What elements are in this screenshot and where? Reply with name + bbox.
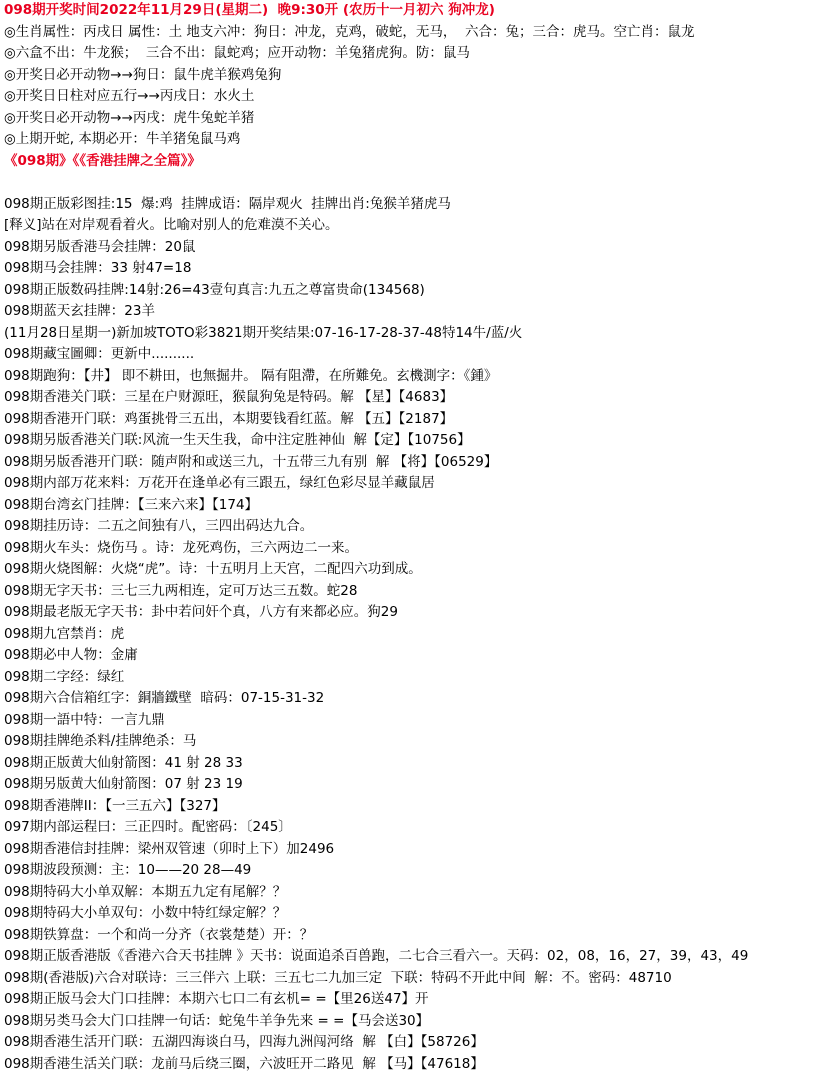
zhengban-huangdaxian: 098期正版黄大仙射箭图：41 射 28 33 bbox=[0, 753, 838, 775]
hk-another-board: 098期另版香港马会挂牌：20鼠 bbox=[0, 237, 838, 259]
hk-kaimen-union: 098期香港开门联：鸡蛋挑骨三五出，本期要钱看红蓝。解 【五】【2187】 bbox=[0, 409, 838, 431]
hang-board-absolute-kill: 098期挂牌绝杀料/挂牌绝杀：马 bbox=[0, 731, 838, 753]
lingban-huangdaxian: 098期另版黄大仙射箭图：07 射 23 19 bbox=[0, 774, 838, 796]
horse-club-kaimen-union: 098期正版马会大门口挂牌：本期六七口二有玄机= =【里26送47】开 bbox=[0, 989, 838, 1011]
fire-burning-image: 098期火烧图解：火烧“虎”。诗：十五明月上天宫，二配四六功到成。 bbox=[0, 559, 838, 581]
oldest-wordless-tianshu: 098期最老版无字天书：卦中若问奸个真，八方有来都必应。狗29 bbox=[0, 602, 838, 624]
lottery-day-must: ◎开奖日必开动物→→丙戌：虎牛兔蛇羊猪 bbox=[0, 108, 838, 130]
hang-history-poem: 098期挂历诗：二五之间独有八，三四出码达九合。 bbox=[0, 516, 838, 538]
explain-line: [释义]站在对岸观看着火。比喻对别人的危难漠不关心。 bbox=[0, 215, 838, 237]
six-box-line: ◎六盒不出：牛龙猴； 三合不出：鼠蛇鸡；应开动物：羊兔猪虎狗。防：鼠马 bbox=[0, 43, 838, 65]
color-hang-line: 098期正版彩图挂:15 爆:鸡 挂牌成语：隔岸观火 挂牌出肖:兔猴羊猪虎马 bbox=[0, 194, 838, 216]
hk-guanmen-union: 098期香港关门联：三星在户财源旺，猴鼠狗兔是特码。解 【星】【4683】 bbox=[0, 387, 838, 409]
last-period-note: ◎上期开蛇, 本期必开：牛羊猪兔鼠马鸡 bbox=[0, 129, 838, 151]
blank-1 bbox=[0, 172, 838, 194]
numeric-code-board: 098期正版数码挂牌:14射:26=43壹句真言:九五之尊富贵命(134568) bbox=[0, 280, 838, 302]
nine-palace-taboo: 098期九宫禁肖：虎 bbox=[0, 624, 838, 646]
another-kaimen-union: 098期另版香港开门联：随声附和或送三九，十五带三九有别 解 【将】【06529】 bbox=[0, 452, 838, 474]
hk-life-kaimen-union: 098期香港生活开门联：五湖四海谈白马，四海九洲闯河络 解 【白】【58726】 bbox=[0, 1032, 838, 1054]
another-guanmen-union: 098期另版香港关门联:风流一生天生我，命中注定胜神仙 解【定】【10756】 bbox=[0, 430, 838, 452]
toto-result: (11月28日星期一)新加坡TOTO彩3821期开奖结果:07-16-17-28-37-48特14牛/蓝/火 bbox=[0, 323, 838, 345]
fire-cart-head: 098期火车头：烧伤马 。诗：龙死鸡伤，三六两边二一来。 bbox=[0, 538, 838, 560]
inner-transport-gua: 097期内部运程曰：三正四时。配密码：〔245〕 bbox=[0, 817, 838, 839]
blue-sky-xuan-board: 098期蓝天玄挂牌：23羊 bbox=[0, 301, 838, 323]
lottery-day-animals: ◎开奖日必开动物→→狗日：鼠牛虎羊猴鸡兔狗 bbox=[0, 65, 838, 87]
running-horse: 098期跑狗：【井】 即不耕田，也無掘井。 隔有阻滯，在所難免。玄機測字：《鍾》 bbox=[0, 366, 838, 388]
hk-letter-seal-board: 098期香港信封挂牌：梁州双管速（卯时上下）加2496 bbox=[0, 839, 838, 861]
special-code-size-single-double-2: 098期特码大小单双句：小数中特红绿定解？？ bbox=[0, 903, 838, 925]
draw-time-header: 098期开奖时间2022年11月29日(星期二) 晚9:30开 (农历十一月初六 狗冲龙) bbox=[0, 0, 838, 22]
wave-range-forecast: 098期波段预测：主：10——20 28—49 bbox=[0, 860, 838, 882]
section-title: 《098期》《《香港挂牌之全篇》》 bbox=[0, 151, 838, 173]
one-word-middle-hit: 098期一語中特：一言九鼎 bbox=[0, 710, 838, 732]
two-character-sutra: 098期二字经：绿红 bbox=[0, 667, 838, 689]
iron-abacus: 098期铁算盘：一个和尚一分齐（衣裳楚楚）开：？ bbox=[0, 925, 838, 947]
another-class-horse-club: 098期另类马会大门口挂牌一句话：蛇兔牛羊争先来 = =【马会送30】 bbox=[0, 1011, 838, 1033]
six-he-letter-box: 098期六合信箱红字：銅牆鐵壁 暗码：07-15-31-32 bbox=[0, 688, 838, 710]
special-code-size-single-double: 098期特码大小单双解：本期五九定有尾解？？ bbox=[0, 882, 838, 904]
hk-life-guanmen-union: 098期香港生活关门联：龙前马后绕三圈，六波旺开二路见 解 【马】【47618】 bbox=[0, 1054, 838, 1075]
hidden-treasure-image: 098期藏宝圖卿：更新中.......... bbox=[0, 344, 838, 366]
hk-zhengban-six-he: 098期正版香港版《香港六合天书挂牌 》天书：说面追杀百兽跑，二七合三看六一。天码：02，08，16，27，39，43，49 bbox=[0, 946, 838, 968]
inner-wanhua: 098期内部万花来料：万花开在逢单必有三跟五，绿红色彩尽显羊藏鼠居 bbox=[0, 473, 838, 495]
must-hit-person: 098期必中人物：金庸 bbox=[0, 645, 838, 667]
taiwan-xuan-board: 098期台湾玄门挂牌：【三来六来】【174】 bbox=[0, 495, 838, 517]
zodiac-attribute: ◎生肖属性：丙戌日 属性：土 地支六冲：狗日：冲龙，克鸡，破蛇，无马， 六合：兔；三合：虎马。空亡肖：鼠龙 bbox=[0, 22, 838, 44]
horse-board: 098期马会挂牌：33 射47=18 bbox=[0, 258, 838, 280]
hk-board-ii: 098期香港牌II：【一三五六】【327】 bbox=[0, 796, 838, 818]
hk-version-six-he-couplet: 098期(香港版)六合对联诗：三三伴六 上联：三五七二九加三定 下联：特码不开此中间 解：不。密码：48710 bbox=[0, 968, 838, 990]
lottery-day-pillar: ◎开奖日日柱对应五行→→丙戌日：水火土 bbox=[0, 86, 838, 108]
wordless-tianshu: 098期无字天书：三七三九两相连，定可万达三五数。蛇28 bbox=[0, 581, 838, 603]
